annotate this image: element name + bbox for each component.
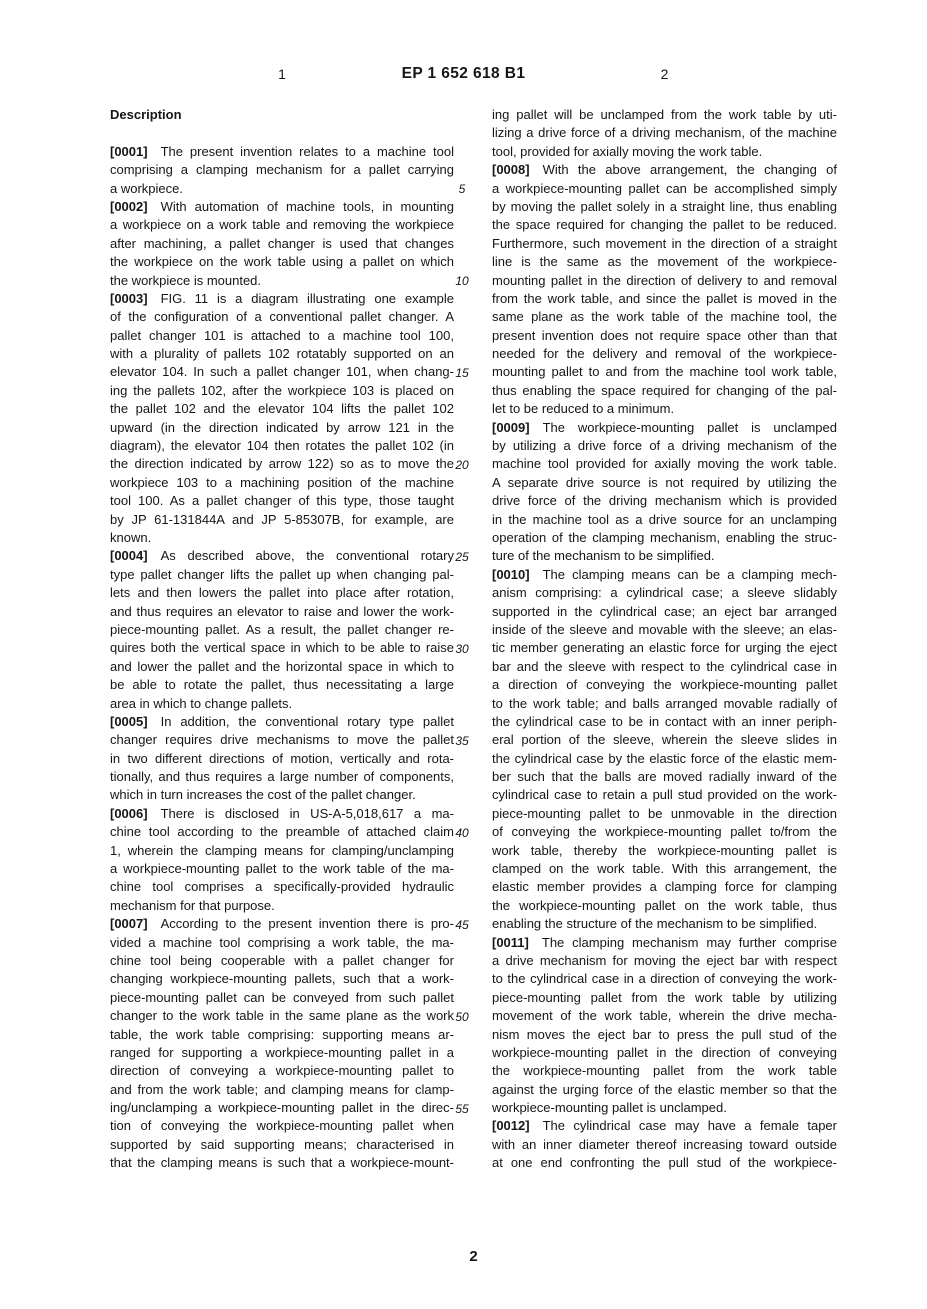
paragraph-number: [0003] [110,290,148,306]
text-line: that the clamping means is such that a workpiece-mount- [110,1155,454,1171]
text-line: piece-mounting pallet from the work table by utilizing [492,989,837,1005]
text-line: direction of conveying a workpiece-mounting pallet to [110,1063,454,1079]
text-line: at one end confronting the pull stud of the workpiece- [492,1155,837,1171]
gutter-line-number: 25 [455,549,469,564]
text-line: ing pallet will be unclamped from the work table by uti- [492,107,837,122]
paragraph-number: [0006] [110,805,148,821]
text-line: ranged for supporting a workpiece-mounting pallet in a [110,1044,454,1060]
text-line: after machining, a pallet changer is used that changes [110,235,454,251]
text-line: a workpiece-mounting pallet to the work table of the ma- [110,861,454,877]
text-line: a workpiece on a work table and removing the workpiece [110,217,454,233]
text-line: lets and then lowers the pallet into place after rotation, [110,585,454,601]
paragraph-number: [0009] [492,419,530,435]
text-line: tool, provided for axially moving the work table. [492,143,763,159]
blank-line [110,124,454,142]
text-line: supported in the cylindrical case; an eject bar arranged [492,603,837,619]
publication-number: EP 1 652 618 B1 [401,65,526,82]
text-line: nism moves the eject bar to press the pull stud of the [492,1026,837,1042]
gutter-line-number: 40 [455,825,469,840]
left-paragraphs [110,143,454,1173]
text-line: of conveying the workpiece-mounting pallet to/from the [492,824,837,840]
text-line: the workpiece-mounting pallet from the work table [492,1063,837,1079]
text-line: table, the work table comprising: supporting means ar- [110,1026,454,1042]
text-line: line is the same as the movement of the workpiece- [492,254,837,270]
text-line: upward (in the direction indicated by arrow 121 in the [110,419,454,435]
text-line: [0010] The clamping means can be a clamping mech- [492,566,837,582]
gutter-line-number: 35 [455,733,469,748]
text-line: to the work table; and balls arranged movable radially of [492,695,837,711]
text-line: the cylindrical case by the elastic force of the elastic mem- [492,750,837,766]
text-line: mounting pallet to and from the machine tool work table, [492,364,837,380]
text-line: the pallet 102 and the elevator 104 lifts the pallet 102 [110,401,454,417]
text-line: by JP 61-131844A and JP 5-85307B, for example, are [110,511,454,527]
text-line: the workpiece on the work table using a pallet on which [110,254,454,270]
text-line: against the urging force of the elastic member so that the [492,1081,837,1097]
text-line: changer requires drive mechanisms to move the pallet [110,732,454,748]
text-line: tion of conveying the workpiece-mounting pallet when [110,1118,454,1134]
text-line: mounting pallet in the direction of delivery to and removal [492,272,837,288]
text-line: chine tool comprises a specifically-provided hydraulic [110,879,454,895]
text-line: pallet changer 101 is attached to a machine tool 100, [110,327,454,343]
text-line: quires both the vertical space in which to be able to raise [110,640,454,656]
text-line: ture of the mechanism to be simplified. [492,548,715,564]
gutter-line-number: 15 [455,365,469,380]
text-line: from the work table, and since the pallet is moved in the [492,290,837,306]
text-line: by utilizing a drive force of a driving mechanism of the [492,438,837,454]
text-line: of the configuration of a conventional pallet changer. A [110,309,454,325]
page-number: 2 [469,1248,478,1265]
text-line: Furthermore, such movement in the direction of a straight [492,235,837,251]
paragraph-number: [0001] [110,143,148,159]
text-line: movement of the work table, wherein the drive mecha- [492,1008,837,1024]
text-line: [0006] There is disclosed in US-A-5,018,617 a ma- [110,805,454,821]
text-line: piece-mounting pallet can be conveyed from such pallet [110,989,454,1005]
paragraph-number: [0005] [110,713,148,729]
text-line: a direction of conveying the workpiece-mounting pallet [492,677,837,693]
right-text-column [492,106,837,1173]
text-line: present invention does not require space other than that [492,327,837,343]
gutter-line-number: 10 [455,273,469,288]
text-line: piece-mounting pallet to be unmovable in the direction [492,805,837,821]
text-line: needed for the delivery and removal of the workpiece- [492,346,837,362]
text-line: enabling the structure of the mechanism to be simplified. [492,916,818,932]
text-line: [0009] The workpiece-mounting pallet is unclamped [492,419,837,435]
left-column-number: 1 [278,66,286,82]
paragraph-number: [0007] [110,916,148,932]
text-line: [0005] In addition, the conventional rotary type pallet [110,713,454,729]
text-line: elastic member provides a clamping force for clamping [492,879,837,895]
text-line: diagram), the elevator 104 then rotates the pallet 102 (in [110,438,454,454]
text-line: work table, thereby the workpiece-mounting pallet is [492,842,837,858]
text-line: be able to rotate the pallet, thus necessitating a large [110,677,454,693]
text-line: the workpiece-mounting pallet on the work table, thus [492,897,837,913]
text-line: by moving the pallet solely in a straight line, thus enabling [492,198,837,214]
text-line: known. [110,529,152,545]
text-line: A separate drive source is not required by utilizing the [492,474,837,490]
text-line: supported by said supporting means; characterised in [110,1136,454,1152]
text-line: workpiece-mounting pallet in the direction of conveying [492,1044,837,1060]
right-paragraphs [492,106,837,1173]
text-line: inside of the sleeve and movable with the sleeve; an elas- [492,621,837,637]
text-line: let to be reduced to a minimum. [492,401,675,417]
text-line: mechanism for that purpose. [110,897,275,913]
text-line: the workpiece is mounted. [110,272,262,288]
text-line: in two different directions of motion, vertically and rota- [110,750,454,766]
text-line: lizing a drive force of a driving mechanism, of the machine [492,125,837,141]
text-line: vided a machine tool comprising a work table, the ma- [110,934,454,950]
gutter-line-number: 50 [455,1009,469,1024]
text-line: workpiece-mounting pallet is unclamped. [492,1100,727,1116]
paragraph-number: [0010] [492,566,530,582]
gutter-line-number: 45 [455,917,469,932]
text-line: with an inner diameter thereof increasing toward outside [492,1136,837,1152]
text-line: eral portion of the sleeve, wherein the sleeve slides in [492,732,837,748]
gutter-line-number: 55 [455,1101,469,1116]
text-line: tool 100. As a pallet changer of this type, those taught [110,493,454,509]
text-line: and thus requires an elevator to raise and lower the work- [110,603,454,619]
text-line: workpiece 103 to a machining position of the machine [110,474,454,490]
text-line: operation of the clamping mechanism, enabling the struc- [492,529,837,545]
page-header [0,66,927,86]
text-line: the direction indicated by arrow 122) so as to move the [110,456,454,472]
text-line: and from the work table; and clamping means for clamp- [110,1081,454,1097]
page-footer [110,1248,837,1265]
text-line: drive force of the driving mechanism which is provided [492,493,837,509]
text-line: changing workpiece-mounting pallets, such that a work- [110,971,454,987]
paragraph-number: [0011] [492,934,529,950]
text-line: clamped on the work table. With this arrangement, the [492,861,837,877]
text-line: machine tool provided for axially moving the work table. [492,456,837,472]
text-line: [0004] As described above, the conventional rotary [110,548,454,564]
text-line: a workpiece-mounting pallet can be accomplished simply [492,180,837,196]
text-line: ing/unclamping a workpiece-mounting pallet in the direc- [110,1100,454,1116]
text-line: the space required for changing the pallet to be reduced. [492,217,837,233]
text-line: [0002] With automation of machine tools, in mounting [110,198,454,214]
text-line: ing the pallets 102, after the workpiece 103 is placed on [110,382,454,398]
text-line: [0007] According to the present invention there is pro- [110,916,454,932]
gutter-line-number: 20 [455,457,469,472]
text-line: 1, wherein the clamping means for clamping/unclamping [110,842,454,858]
text-line: same plane as the work table of the machine tool, the [492,309,837,325]
text-line: ber such that the balls are moved radially inward of the [492,769,837,785]
text-line: the cylindrical case to be in contact with an inner periph- [492,713,837,729]
text-line: [0001] The present invention relates to a machine tool [110,143,454,159]
paragraph-number: [0012] [492,1118,530,1134]
paragraph-number: [0008] [492,162,530,178]
text-line: a drive mechanism for moving the eject bar with respect [492,952,837,968]
text-line: in the machine tool as a drive source for an unclamping [492,511,837,527]
paragraph-number: [0004] [110,548,148,564]
text-line: chine tool according to the preamble of attached claim [110,824,454,840]
right-column-number: 2 [660,66,669,82]
text-line: and lower the pallet and the horizontal space in which to [110,658,454,674]
text-line: anism comprising: a cylindrical case; a sleeve slidably [492,585,837,601]
text-line: piece-mounting pallet. As a result, the pallet changer re- [110,621,454,637]
text-line: to the cylindrical case in a direction of conveying the work- [492,971,837,987]
text-line: [0012] The cylindrical case may have a female taper [492,1118,837,1134]
text-line: a workpiece. [110,180,183,196]
text-line: with a plurality of pallets 102 rotatably supported on an [110,346,454,362]
gutter-line-number: 30 [455,641,469,656]
gutter-line-number: 5 [458,181,466,196]
paragraph-number: [0002] [110,198,148,214]
text-line: [0011] The clamping mechanism may further comprise [492,934,837,950]
text-line: cylindrical case to retain a pull stud provided on the work- [492,787,837,803]
section-heading: Description [110,107,182,122]
text-line: [0008] With the above arrangement, the changing of [492,162,837,178]
left-text-column [110,106,454,1173]
text-line: tionally, and thus requires a large number of components, [110,769,454,785]
text-line: elevator 104. In such a pallet changer 101, when chang- [110,364,454,380]
text-line: area in which to change pallets. [110,695,293,711]
text-line: tic member generating an elastic force for urging the eject [492,640,837,656]
text-line: thus enabling the space required for changing of the pal- [492,382,837,398]
text-line: changer to the work table in the same plane as the work [110,1008,454,1024]
text-line: bar and the sleeve with respect to the cylindrical case in [492,658,837,674]
text-line: comprising a clamping mechanism for a pallet carrying [110,162,454,178]
text-line: [0003] FIG. 11 is a diagram illustrating one example [110,290,454,306]
text-line: type pallet changer lifts the pallet up when changing pal- [110,566,454,582]
text-line: which in turn increases the cost of the pallet changer. [110,787,416,803]
text-line: chine tool being cooperable with a pallet changer for [110,952,454,968]
